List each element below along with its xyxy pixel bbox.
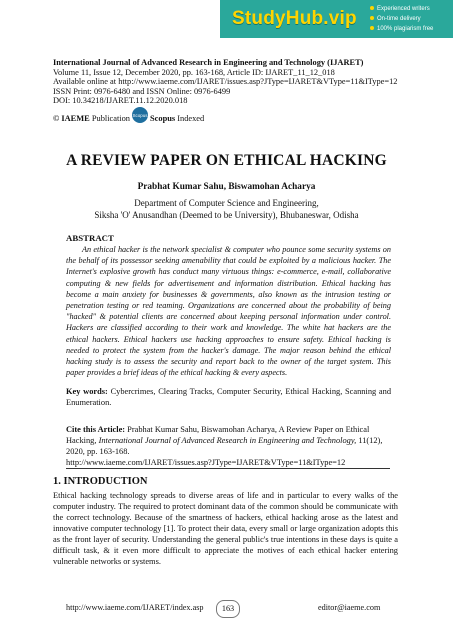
ad-feature-text: 100% plagiarism free	[377, 25, 434, 32]
scopus-logo-icon: Scopus	[132, 107, 148, 123]
introduction-text: Ethical hacking technology spreads to diverse areas of life and in particular to every walks of the computer industry. The required to protect dominant data of the common should be communicate with the correct technology. Because of the smartness of hackers, ethical hacking arose as the latest and innovative computer technology [1]. To protect their data, every small or large organization adopts this as the front layer of security. Understanding the general public's true intentions in these days is quite a difficult task, & it even more difficult to appreciate the motives of each ethical hacker entering vulnerable networks or systems.	[53, 491, 398, 566]
citation	[66, 424, 396, 468]
studyhub-logo[interactable]: StudyHub.vip	[232, 8, 357, 29]
affiliation-line-1: Department of Computer Science and Engineering,	[134, 198, 319, 208]
paper-title: A REVIEW PAPER ON ETHICAL HACKING	[66, 152, 387, 169]
ad-feature-list	[370, 5, 433, 34]
abstract-heading: ABSTRACT	[66, 233, 114, 243]
paper-authors: Prabhat Kumar Sahu, Biswamohan Acharya	[137, 182, 316, 192]
citation-divider	[66, 468, 390, 469]
bullet-icon	[370, 16, 374, 20]
page-footer	[0, 600, 453, 616]
affiliation	[0, 197, 453, 221]
ad-feature	[370, 5, 433, 14]
keywords-label: Key words:	[66, 387, 108, 396]
issn-line: ISSN Print: 0976-6480 and ISSN Online: 0976-6499	[53, 86, 231, 96]
ad-feature	[370, 25, 433, 34]
citation-journal: International Journal of Advanced Research in Engineering and Technology,	[98, 436, 357, 445]
ad-feature-text: Experienced writers	[377, 5, 430, 12]
ad-feature-text: On-time delivery	[377, 15, 421, 22]
indexed-label: Indexed	[177, 113, 205, 123]
publisher-row	[53, 113, 204, 123]
online-line: Available online at http://www.iaeme.com/IJARET/issues.asp?JType=IJARET&VType=11&IType=12	[53, 77, 398, 87]
page-number: 163	[216, 600, 240, 618]
bullet-icon	[370, 6, 374, 10]
ad-feature	[370, 15, 433, 24]
citation-lead: Prabhat Kumar Sahu, Biswamohan Acharya, A Review Paper on Ethical Hacking,	[66, 425, 370, 445]
keywords	[66, 386, 391, 408]
citation-label: Cite this Article:	[66, 425, 126, 434]
ad-banner[interactable]	[220, 0, 453, 38]
affiliation-line-2: Siksha 'O' Anusandhan (Deemed to be University), Bhubaneswar, Odisha	[94, 210, 359, 220]
footer-url-link[interactable]: http://www.iaeme.com/IJARET/index.asp	[66, 603, 204, 612]
section-heading-introduction: 1. INTRODUCTION	[53, 476, 148, 487]
keywords-text: Cybercrimes, Clearing Tracks, Computer Security, Ethical Hacking, Scanning and Enumeration.	[66, 387, 392, 407]
scopus-label: Scopus	[150, 113, 176, 123]
abstract-text: An ethical hacker is the network specialist & computer who pounce some security systems on the behalf of its possessor seeking amenability that could be exploited by a malicious hacker. The Internet's explosive growth has conduct many virtuous things: e-commerce, e-mail, collaborative computing & new fields for advertisement and information distribution. Ethical hacking has become a main anxiety for businesses & governments, also known as the intrusion testing or penetration testing or red teaming. Organizations are concerned about the probability of being "hacked" & potential clients are concerned about keeping personal information under control. Hackers are classified according to their work and knowledge. The white hat hackers are the ethical hackers. Ethical hackers use hacking approaches to ensure safety. Ethical hacking is needed to protect the system from the hacker's damage. The major reason behind the ethical hacking study is to assess the security and report back to the owner of the target system. This paper provides a brief ideas of the ethical hacking & every aspects.	[66, 245, 391, 378]
publication-label: Publication	[91, 113, 130, 123]
footer-email-link[interactable]: editor@iaeme.com	[318, 603, 381, 612]
citation-details: 11(12), 2020, pp. 163-168.	[66, 436, 383, 456]
bullet-icon	[370, 26, 374, 30]
copyright: © IAEME	[53, 113, 90, 123]
journal-meta	[53, 58, 413, 106]
journal-name: International Journal of Advanced Research in Engineering and Technology (IJARET)	[53, 58, 364, 67]
doi-line: DOI: 10.34218/IJARET.11.12.2020.018	[53, 96, 188, 106]
citation-url-link[interactable]: http://www.iaeme.com/IJARET/issues.asp?JType=IJARET&VType=11&IType=12	[66, 458, 346, 467]
volume-line: Volume 11, Issue 12, December 2020, pp. 163-168, Article ID: IJARET_11_12_018	[53, 67, 335, 77]
